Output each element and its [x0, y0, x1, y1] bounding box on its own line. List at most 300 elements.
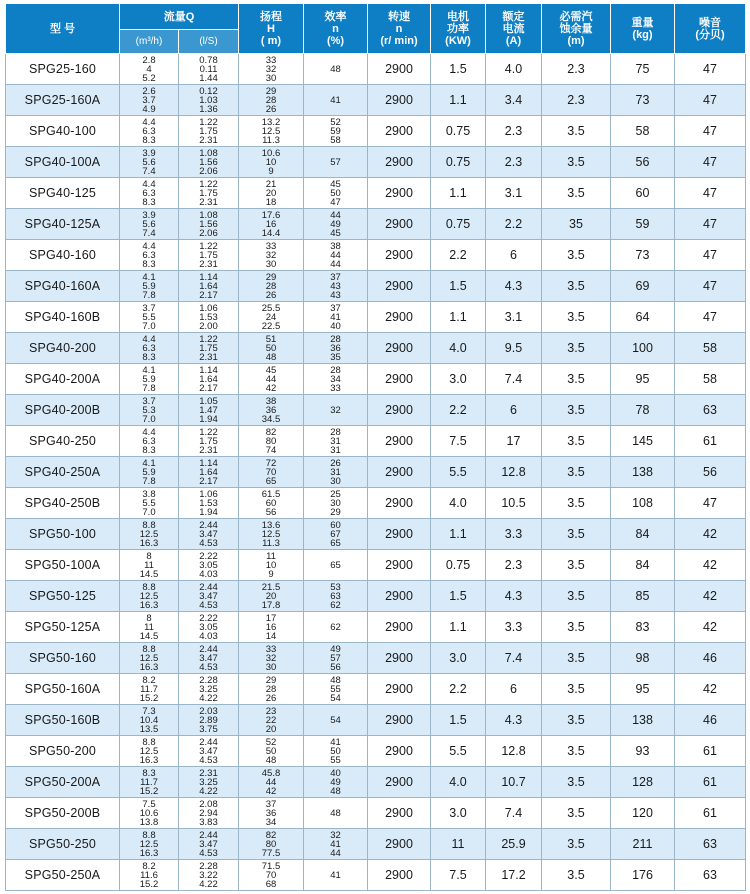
flow-ls-cell-value: 1.08 — [199, 147, 218, 159]
flow-m3h-cell-value: 16.3 — [139, 599, 159, 611]
flow-ls-cell-value: 2.00 — [199, 320, 218, 332]
flow-m3h-cell — [120, 333, 179, 364]
flow-ls-cell-value: 1.44 — [199, 72, 218, 84]
npsh-cell: 3.5 — [542, 581, 611, 612]
current-cell: 7.4 — [486, 364, 542, 395]
flow-ls-cell-value: 3.05 — [199, 621, 218, 633]
noise-cell: 47 — [675, 178, 746, 209]
power-cell: 3.0 — [431, 643, 486, 674]
model-cell: SPG40-250 — [6, 426, 120, 457]
efficiency-cell-value: 50 — [330, 745, 341, 757]
noise-cell: 56 — [675, 457, 746, 488]
head-cell — [239, 829, 304, 860]
head-cell-value: 11.3 — [262, 537, 280, 549]
power-cell: 0.75 — [431, 550, 486, 581]
flow-m3h-cell-value: 3.7 — [142, 395, 156, 407]
head-cell — [239, 767, 304, 798]
weight-cell: 98 — [611, 643, 675, 674]
efficiency-cell-value: 41 — [330, 736, 341, 748]
table-row — [6, 798, 746, 829]
flow-m3h-cell-value: 16.3 — [139, 537, 159, 549]
table-row — [6, 178, 746, 209]
speed-cell: 2900 — [368, 519, 431, 550]
model-cell: SPG40-200A — [6, 364, 120, 395]
model-cell: SPG50-200 — [6, 736, 120, 767]
table-row — [6, 612, 746, 643]
head-cell-value: 74 — [265, 444, 277, 456]
model-cell: SPG50-160 — [6, 643, 120, 674]
efficiency-cell-value: 45 — [330, 227, 341, 239]
table-row — [6, 488, 746, 519]
efficiency-cell — [304, 240, 368, 271]
model-cell: SPG50-200A — [6, 767, 120, 798]
power-cell: 1.1 — [431, 178, 486, 209]
weight-cell: 120 — [611, 798, 675, 829]
table-row — [6, 333, 746, 364]
noise-cell: 63 — [675, 395, 746, 426]
head-cell — [239, 240, 304, 271]
speed-cell: 2900 — [368, 829, 431, 860]
flow-m3h-cell-value: 5.3 — [142, 404, 156, 416]
flow-ls-cell-value: 0.11 — [199, 63, 218, 75]
weight-cell: 60 — [611, 178, 675, 209]
efficiency-cell-value: 40 — [330, 320, 341, 332]
efficiency-cell-value: 40 — [330, 767, 341, 779]
flow-ls-cell-value: 1.36 — [199, 103, 218, 115]
head-cell-value: 9 — [268, 165, 274, 177]
header-speed: 转速 n (r/ min) — [368, 4, 431, 54]
table-row — [6, 829, 746, 860]
efficiency-cell-value: 31 — [330, 435, 341, 447]
noise-cell: 47 — [675, 271, 746, 302]
noise-cell: 46 — [675, 705, 746, 736]
noise-cell: 42 — [675, 519, 746, 550]
header-weight: 重量 (kg) — [611, 4, 675, 54]
flow-m3h-cell-value: 7.8 — [142, 289, 156, 301]
power-cell: 0.75 — [431, 116, 486, 147]
efficiency-cell — [304, 519, 368, 550]
flow-m3h-cell — [120, 209, 179, 240]
flow-m3h-cell-value: 8.3 — [142, 351, 156, 363]
current-cell: 4.3 — [486, 271, 542, 302]
flow-ls-cell — [179, 364, 239, 395]
efficiency-cell-value: 44 — [330, 258, 341, 270]
power-cell: 7.5 — [431, 860, 486, 891]
power-cell: 11 — [431, 829, 486, 860]
weight-cell: 176 — [611, 860, 675, 891]
flow-ls-cell-value: 1.75 — [199, 435, 218, 447]
pump-spec-table — [5, 3, 746, 891]
flow-m3h-cell-value: 6.3 — [142, 435, 156, 447]
flow-m3h-cell-value: 8.3 — [142, 444, 156, 456]
flow-ls-cell-value: 3.22 — [199, 869, 218, 881]
head-cell-value: 44 — [265, 776, 277, 788]
flow-m3h-cell-value: 6.3 — [142, 342, 156, 354]
noise-cell: 42 — [675, 674, 746, 705]
flow-m3h-cell-value: 11 — [144, 559, 154, 571]
head-cell-value: 24 — [265, 311, 277, 323]
speed-cell: 2900 — [368, 178, 431, 209]
current-cell: 4.3 — [486, 581, 542, 612]
flow-ls-cell-value: 2.03 — [199, 705, 218, 717]
flow-ls-cell-value: 1.75 — [199, 187, 218, 199]
flow-m3h-cell-value: 12.5 — [139, 652, 159, 664]
flow-m3h-cell-value: 6.3 — [142, 249, 156, 261]
head-cell-value: 20 — [265, 590, 277, 602]
flow-ls-cell — [179, 85, 239, 116]
flow-ls-cell-value: 1.75 — [199, 125, 218, 137]
weight-cell: 93 — [611, 736, 675, 767]
model-cell: SPG50-125A — [6, 612, 120, 643]
flow-m3h-cell-value: 2.8 — [142, 54, 156, 66]
noise-cell: 47 — [675, 488, 746, 519]
head-cell-value: 33 — [265, 240, 277, 252]
npsh-cell: 3.5 — [542, 643, 611, 674]
weight-cell: 85 — [611, 581, 675, 612]
head-cell-value: 12.5 — [261, 528, 281, 540]
current-cell: 2.3 — [486, 116, 542, 147]
header-head: 扬程 H ( m) — [239, 4, 304, 54]
model-cell: SPG25-160 — [6, 54, 120, 85]
speed-cell: 2900 — [368, 736, 431, 767]
model-cell: SPG50-160A — [6, 674, 120, 705]
flow-m3h-cell-value: 7.4 — [142, 165, 156, 177]
head-cell-value: 48 — [265, 351, 277, 363]
speed-cell: 2900 — [368, 426, 431, 457]
weight-cell: 211 — [611, 829, 675, 860]
npsh-cell: 3.5 — [542, 147, 611, 178]
flow-ls-cell-value: 2.94 — [199, 807, 218, 819]
table-row — [6, 457, 746, 488]
flow-m3h-cell — [120, 240, 179, 271]
table-row — [6, 240, 746, 271]
table-row — [6, 767, 746, 798]
efficiency-cell-value: 25 — [330, 488, 341, 500]
power-cell: 5.5 — [431, 736, 486, 767]
noise-cell: 47 — [675, 85, 746, 116]
head-cell-value: 16 — [265, 218, 277, 230]
power-cell: 0.75 — [431, 147, 486, 178]
head-cell-value: 30 — [265, 661, 277, 673]
head-cell — [239, 426, 304, 457]
flow-ls-cell-value: 2.44 — [199, 643, 218, 655]
efficiency-cell-value: 56 — [330, 661, 341, 673]
current-cell: 3.3 — [486, 519, 542, 550]
table-row — [6, 364, 746, 395]
head-cell-value: 56 — [265, 506, 277, 518]
head-cell-value: 13.2 — [261, 116, 281, 128]
efficiency-cell — [304, 395, 368, 426]
efficiency-cell — [304, 488, 368, 519]
efficiency-cell-value: 31 — [330, 466, 341, 478]
power-cell: 1.5 — [431, 271, 486, 302]
header-npsh: 必需汽 蚀余量 (m) — [542, 4, 611, 54]
efficiency-cell-value: 32 — [330, 829, 341, 841]
efficiency-cell-value: 48 — [330, 785, 341, 797]
flow-ls-cell — [179, 612, 239, 643]
efficiency-cell — [304, 147, 368, 178]
flow-ls-cell-value: 2.08 — [199, 798, 218, 810]
flow-ls-cell-value: 2.31 — [199, 767, 218, 779]
speed-cell: 2900 — [368, 457, 431, 488]
efficiency-cell-value: 57 — [330, 156, 341, 168]
flow-m3h-cell — [120, 705, 179, 736]
flow-m3h-cell-value: 8 — [146, 550, 152, 562]
head-cell — [239, 85, 304, 116]
power-cell: 2.2 — [431, 395, 486, 426]
flow-m3h-cell-value: 8.3 — [142, 134, 156, 146]
head-cell-value: 11.3 — [262, 134, 280, 146]
flow-m3h-cell — [120, 581, 179, 612]
head-cell — [239, 116, 304, 147]
flow-ls-cell — [179, 488, 239, 519]
flow-ls-cell-value: 3.83 — [199, 816, 218, 828]
noise-cell: 61 — [675, 767, 746, 798]
table-row — [6, 550, 746, 581]
head-cell-value: 52 — [265, 736, 277, 748]
flow-m3h-cell-value: 13.8 — [139, 816, 159, 828]
weight-cell: 56 — [611, 147, 675, 178]
head-cell — [239, 550, 304, 581]
head-cell-value: 45.8 — [261, 767, 281, 779]
current-cell: 10.5 — [486, 488, 542, 519]
head-cell — [239, 736, 304, 767]
flow-m3h-cell — [120, 364, 179, 395]
flow-m3h-cell-value: 13.5 — [139, 723, 159, 735]
flow-ls-cell-value: 1.22 — [199, 116, 218, 128]
flow-ls-cell — [179, 54, 239, 85]
npsh-cell: 3.5 — [542, 767, 611, 798]
flow-m3h-cell-value: 8 — [146, 612, 152, 624]
npsh-cell: 3.5 — [542, 395, 611, 426]
head-cell-value: 71.5 — [261, 860, 281, 872]
flow-ls-cell-value: 3.25 — [199, 776, 218, 788]
flow-m3h-cell-value: 8.3 — [142, 767, 156, 779]
table-row — [6, 395, 746, 426]
efficiency-cell-value: 49 — [330, 643, 341, 655]
flow-m3h-cell — [120, 178, 179, 209]
head-cell-value: 45 — [265, 364, 277, 376]
flow-ls-cell-value: 2.44 — [199, 581, 218, 593]
flow-ls-cell-value: 4.53 — [199, 754, 218, 766]
weight-cell: 83 — [611, 612, 675, 643]
flow-ls-cell-value: 4.22 — [199, 878, 218, 890]
header-model: 型 号 — [6, 4, 120, 54]
flow-m3h-cell — [120, 302, 179, 333]
flow-m3h-cell-value: 7.5 — [142, 798, 156, 810]
current-cell: 25.9 — [486, 829, 542, 860]
flow-ls-cell-value: 4.03 — [199, 568, 218, 580]
weight-cell: 95 — [611, 674, 675, 705]
efficiency-cell-value: 38 — [330, 240, 341, 252]
npsh-cell: 3.5 — [542, 271, 611, 302]
efficiency-cell — [304, 860, 368, 891]
model-cell: SPG50-100A — [6, 550, 120, 581]
speed-cell: 2900 — [368, 674, 431, 705]
model-cell: SPG50-250A — [6, 860, 120, 891]
flow-ls-cell-value: 4.53 — [199, 537, 218, 549]
efficiency-cell-value: 28 — [330, 333, 341, 345]
noise-cell: 42 — [675, 550, 746, 581]
head-cell-value: 23 — [265, 705, 277, 717]
table-row — [6, 736, 746, 767]
flow-m3h-cell-value: 8.8 — [142, 643, 156, 655]
table-row — [6, 271, 746, 302]
current-cell: 6 — [486, 240, 542, 271]
flow-m3h-cell-value: 12.5 — [139, 745, 159, 757]
efficiency-cell-value: 33 — [330, 382, 341, 394]
flow-m3h-cell-value: 16.3 — [139, 847, 159, 859]
flow-m3h-cell-value: 4 — [146, 63, 152, 75]
model-cell: SPG40-250B — [6, 488, 120, 519]
head-cell-value: 51 — [265, 333, 277, 345]
flow-ls-cell-value: 1.64 — [199, 466, 218, 478]
efficiency-cell-value: 41 — [330, 869, 341, 881]
current-cell: 4.0 — [486, 54, 542, 85]
npsh-cell: 3.5 — [542, 674, 611, 705]
head-cell-value: 29 — [265, 271, 277, 283]
flow-m3h-cell-value: 4.9 — [142, 103, 156, 115]
flow-m3h-cell-value: 10.4 — [139, 714, 159, 726]
efficiency-cell — [304, 209, 368, 240]
flow-ls-cell — [179, 209, 239, 240]
flow-ls-cell-value: 2.44 — [199, 736, 218, 748]
head-cell-value: 32 — [265, 249, 277, 261]
flow-ls-cell-value: 2.31 — [199, 134, 218, 146]
flow-m3h-cell-value: 11 — [144, 621, 154, 633]
head-cell — [239, 364, 304, 395]
efficiency-cell — [304, 550, 368, 581]
flow-ls-cell — [179, 767, 239, 798]
head-cell — [239, 178, 304, 209]
npsh-cell: 3.5 — [542, 705, 611, 736]
flow-m3h-cell-value: 11.6 — [140, 869, 158, 881]
model-cell: SPG50-125 — [6, 581, 120, 612]
head-cell-value: 17 — [265, 612, 277, 624]
efficiency-cell — [304, 426, 368, 457]
flow-m3h-cell — [120, 54, 179, 85]
flow-ls-cell-value: 1.22 — [199, 333, 218, 345]
efficiency-cell-value: 50 — [330, 187, 341, 199]
head-cell-value: 26 — [265, 103, 277, 115]
efficiency-cell-value: 41 — [330, 311, 341, 323]
flow-m3h-cell-value: 4.1 — [142, 271, 156, 283]
head-cell — [239, 209, 304, 240]
flow-m3h-cell-value: 4.4 — [142, 116, 156, 128]
efficiency-cell — [304, 581, 368, 612]
head-cell — [239, 488, 304, 519]
efficiency-cell-value: 30 — [330, 475, 341, 487]
efficiency-cell-value: 53 — [330, 581, 341, 593]
flow-m3h-cell-value: 8.8 — [142, 829, 156, 841]
flow-m3h-cell-value: 14.5 — [139, 630, 159, 642]
flow-ls-cell-value: 3.47 — [199, 652, 218, 664]
head-cell-value: 26 — [265, 692, 277, 704]
head-cell-value: 21 — [265, 178, 277, 190]
npsh-cell: 3.5 — [542, 488, 611, 519]
head-cell-value: 10 — [265, 559, 277, 571]
speed-cell: 2900 — [368, 85, 431, 116]
head-cell-value: 72 — [265, 457, 277, 469]
efficiency-cell-value: 28 — [330, 364, 341, 376]
flow-m3h-cell-value: 5.2 — [142, 72, 156, 84]
efficiency-cell-value: 48 — [330, 63, 341, 75]
flow-ls-cell-value: 1.22 — [199, 178, 218, 190]
table-row — [6, 116, 746, 147]
power-cell: 7.5 — [431, 426, 486, 457]
head-cell — [239, 333, 304, 364]
flow-m3h-cell-value: 12.5 — [139, 838, 159, 850]
head-cell-value: 33 — [265, 643, 277, 655]
flow-ls-cell-value: 1.75 — [199, 342, 218, 354]
head-cell-value: 17.8 — [261, 599, 281, 611]
noise-cell: 42 — [675, 612, 746, 643]
speed-cell: 2900 — [368, 364, 431, 395]
table-row — [6, 54, 746, 85]
flow-m3h-cell-value: 10.6 — [139, 807, 159, 819]
model-cell: SPG50-250 — [6, 829, 120, 860]
flow-m3h-cell-value: 7.0 — [142, 413, 156, 425]
head-cell-value: 30 — [265, 72, 277, 84]
head-cell — [239, 705, 304, 736]
weight-cell: 128 — [611, 767, 675, 798]
flow-m3h-cell — [120, 798, 179, 829]
weight-cell: 145 — [611, 426, 675, 457]
head-cell-value: 22 — [265, 714, 277, 726]
efficiency-cell — [304, 85, 368, 116]
flow-m3h-cell — [120, 860, 179, 891]
flow-m3h-cell-value: 4.4 — [142, 333, 156, 345]
efficiency-cell-value: 37 — [330, 271, 341, 283]
flow-m3h-cell-value: 5.9 — [142, 280, 156, 292]
flow-ls-cell — [179, 736, 239, 767]
flow-m3h-cell-value: 4.4 — [142, 178, 156, 190]
flow-m3h-cell-value: 5.9 — [142, 466, 156, 478]
flow-m3h-cell-value: 6.3 — [142, 187, 156, 199]
flow-ls-cell-value: 2.28 — [199, 860, 218, 872]
current-cell: 4.3 — [486, 705, 542, 736]
table-row — [6, 674, 746, 705]
flow-ls-cell-value: 2.17 — [199, 382, 218, 394]
flow-ls-cell-value: 2.44 — [199, 829, 218, 841]
head-cell-value: 17.6 — [261, 209, 281, 221]
flow-m3h-cell — [120, 550, 179, 581]
header-power: 电机 功率 (KW) — [431, 4, 486, 54]
head-cell-value: 82 — [265, 829, 277, 841]
efficiency-cell-value: 29 — [330, 506, 341, 518]
head-cell-value: 50 — [265, 745, 277, 757]
flow-ls-cell-value: 1.14 — [199, 364, 218, 376]
weight-cell: 58 — [611, 116, 675, 147]
flow-m3h-cell — [120, 829, 179, 860]
flow-ls-cell-value: 3.75 — [199, 723, 218, 735]
head-cell — [239, 643, 304, 674]
weight-cell: 95 — [611, 364, 675, 395]
speed-cell: 2900 — [368, 395, 431, 426]
npsh-cell: 3.5 — [542, 426, 611, 457]
head-cell — [239, 54, 304, 85]
flow-ls-cell-value: 3.25 — [199, 683, 218, 695]
flow-m3h-cell-value: 2.6 — [142, 85, 156, 97]
efficiency-cell — [304, 798, 368, 829]
current-cell: 6 — [486, 674, 542, 705]
efficiency-cell — [304, 271, 368, 302]
efficiency-cell-value: 34 — [330, 373, 341, 385]
efficiency-cell-value: 31 — [330, 444, 341, 456]
flow-m3h-cell — [120, 736, 179, 767]
efficiency-cell-value: 48 — [330, 674, 341, 686]
head-cell-value: 70 — [265, 466, 277, 478]
